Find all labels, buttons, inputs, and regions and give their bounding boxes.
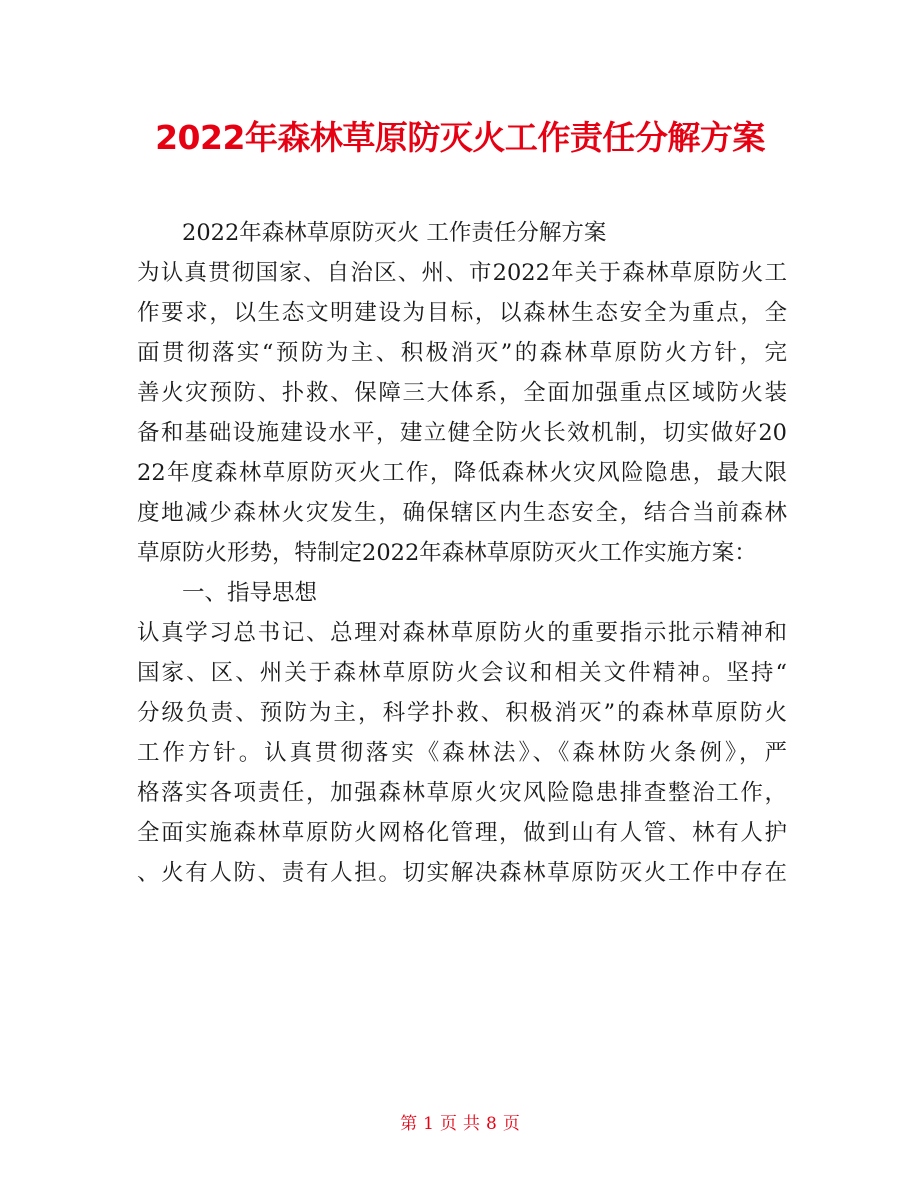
body-line: 认真学习总书记、总理对森林草原防火的重要指示批示精神和	[137, 620, 787, 646]
body-line: 面贯彻落实“预防为主、积极消灭”的森林草原防火方针，完	[137, 340, 787, 366]
body-line: 度地减少森林火灾发生，确保辖区内生态安全，结合当前森林	[137, 500, 787, 526]
body-line: 善火灾预防、扑救、保障三大体系，全面加强重点区域防火装	[137, 380, 787, 406]
body-line: 作要求，以生态文明建设为目标，以森林生态安全为重点，全	[137, 300, 787, 326]
document-title: 2022年森林草原防灭火工作责任分解方案	[155, 118, 765, 157]
body-line: 备和基础设施建设水平，建立健全防火长效机制，切实做好20	[137, 420, 787, 446]
footer-page-unit: 页	[440, 1114, 457, 1134]
document-body	[137, 213, 787, 893]
footer-suffix: 页	[502, 1114, 520, 1134]
body-line: 草原防火形势，特制定2022年森林草原防灭火工作实施方案：	[137, 540, 757, 566]
body-line: 全面实施森林草原防火网格化管理，做到山有人管、林有人护	[137, 820, 787, 846]
body-line: 分级负责、预防为主，科学扑救、积极消灭”的森林草原防火	[137, 700, 787, 726]
body-line: 工作方针。认真贯彻落实《森林法》、《森林防火条例》，严	[137, 740, 787, 766]
body-line: 格落实各项责任，加强森林草原火灾风险隐患排查整治工作，	[137, 780, 787, 806]
body-line: 、火有人防、责有人担。切实解决森林草原防灭火工作中存在	[137, 860, 787, 886]
body-line: 2022年森林草原防灭火 工作责任分解方案	[182, 220, 607, 246]
footer-prefix: 第	[400, 1114, 418, 1134]
page-footer	[0, 1112, 920, 1136]
body-line: 22年度森林草原防灭火工作，降低森林火灾风险隐患，最大限	[137, 460, 787, 486]
body-line: 为认真贯彻国家、自治区、州、市2022年关于森林草原防火工	[137, 260, 787, 286]
body-line: 国家、区、州关于森林草原防火会议和相关文件精神。坚持“	[137, 660, 787, 686]
footer-total-label: 共	[463, 1114, 480, 1134]
section-heading: 一、指导思想	[182, 580, 318, 606]
footer-current-page: 1	[423, 1114, 434, 1134]
footer-total-pages: 8	[486, 1114, 497, 1134]
